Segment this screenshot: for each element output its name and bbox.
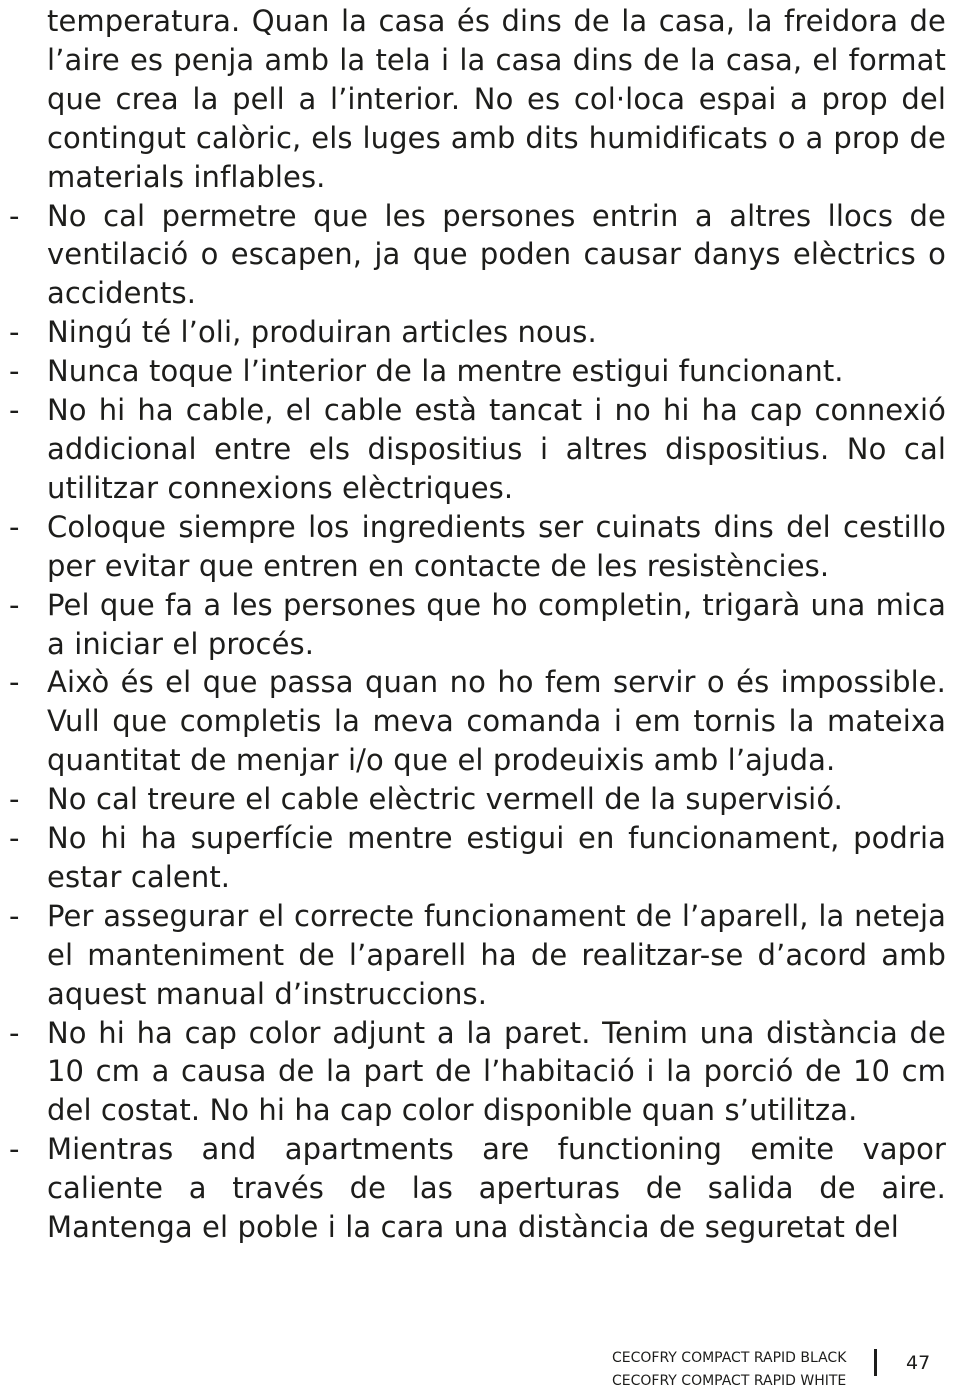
bullet-dash: - xyxy=(9,782,20,817)
bullet-dash: - xyxy=(9,393,20,428)
list-item-text: No hi ha cap color adjunt a la paret. Tenim una distància de 10 cm a causa de la part de l’habitació i la porció de 10 cm del costat. No hi ha cap color disponible quan s’utilitza. xyxy=(47,1015,946,1128)
footer-divider xyxy=(874,1349,877,1376)
list-item-text: Ningú té l’oli, produiran articles nous. xyxy=(47,315,597,350)
page-number: 47 xyxy=(906,1352,931,1374)
bullet-dash: - xyxy=(9,1132,20,1167)
list-item xyxy=(0,1014,946,1131)
bullet-dash: - xyxy=(9,587,20,622)
bullet-list xyxy=(0,197,946,1247)
list-item-text: Això és el que passa quan no ho fem servir o és impossible. Vull que completis la meva comanda i em tornis la mateixa quantitat de menjar i/o que el prodeuixis amb l’ajuda. xyxy=(47,665,946,778)
list-item-text: No cal treure el cable elèctric vermell de la supervisió. xyxy=(47,782,843,817)
list-item xyxy=(0,313,946,352)
list-item-text: Per assegurar el correcte funcionament de l’aparell, la neteja el manteniment de l’aparell ha de realitzar-se d’acord amb aquest manual d’instruccions. xyxy=(47,898,946,1011)
list-item-text: No hi ha cable, el cable està tancat i no hi ha cap connexió addicional entre els dispositius i altres dispositius. No cal utilitzar connexions elèctriques. xyxy=(47,393,946,505)
list-item xyxy=(0,819,946,897)
list-item-text: No hi ha superfície mentre estigui en funcionament, podria estar calent. xyxy=(47,821,946,894)
bullet-dash: - xyxy=(9,821,20,856)
page-body xyxy=(0,2,946,1247)
list-item xyxy=(0,352,946,391)
list-item-text: Mientras and apartments are functioning emite vapor caliente a través de las aperturas de salida de aire. Mantenga el poble i la cara una distància de seguretat del xyxy=(47,1132,946,1245)
bullet-dash: - xyxy=(9,354,20,389)
model-name-white: CECOFRY COMPACT RAPID WHITE xyxy=(612,1373,847,1389)
list-item xyxy=(0,663,946,780)
bullet-dash: - xyxy=(9,198,20,233)
bullet-dash: - xyxy=(9,509,20,544)
list-item xyxy=(0,197,946,314)
list-item xyxy=(0,508,946,586)
list-item-text: Pel que fa a les persones que ho completin, trigarà una mica a iniciar el procés. xyxy=(47,587,946,661)
bullet-dash: - xyxy=(9,665,20,700)
list-item-text: Coloque siempre los ingredients ser cuinats dins del cestillo per evitar que entren en contacte de les resistències. xyxy=(47,509,946,583)
list-item xyxy=(0,586,946,664)
list-item xyxy=(0,897,946,1014)
bullet-dash: - xyxy=(9,315,20,350)
list-item xyxy=(0,391,946,508)
model-name-black: CECOFRY COMPACT RAPID BLACK xyxy=(612,1350,847,1366)
bullet-dash: - xyxy=(9,1015,20,1050)
list-item-text: No cal permetre que les persones entrin a altres llocs de ventilació o escapen, ja que poden causar danys elèctrics o accidents. xyxy=(47,198,946,311)
list-item xyxy=(0,1130,946,1247)
intro-paragraph: temperatura. Quan la casa és dins de la casa, la freidora de l’aire es penja amb la tela i la casa dins de la casa, el format que crea la pell a l’interior. No es col·loca espai a prop del contingut calòric, els luges amb dits humidificats o a prop de materials inflables. xyxy=(47,4,946,194)
bullet-dash: - xyxy=(9,898,20,933)
list-item-text: Nunca toque l’interior de la mentre estigui funcionant. xyxy=(47,354,844,389)
list-item xyxy=(0,780,946,819)
